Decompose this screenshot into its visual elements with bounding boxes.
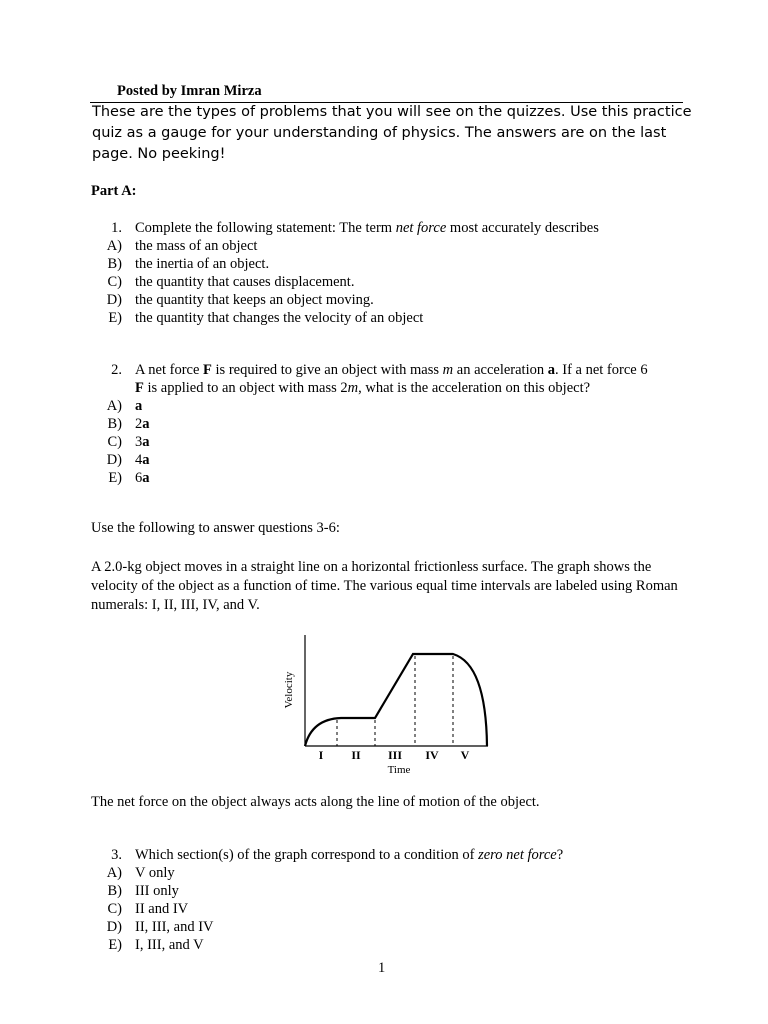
q1-option-text: the inertia of an object. bbox=[135, 256, 270, 272]
q1-number: 1. bbox=[111, 220, 122, 236]
interval-label: II bbox=[351, 748, 361, 762]
intro-text: These are the types of problems that you will see on the quizzes. Use this practice quiz as a gauge for your understanding of physics. The answers are on the last page. No peeking! bbox=[92, 104, 692, 162]
net-force-note: The net force on the object always acts along the line of motion of the object. bbox=[91, 794, 540, 810]
q2-option-text: a bbox=[135, 398, 143, 414]
q3-option-text: II, III, and IV bbox=[135, 919, 214, 935]
q3-stem: Which section(s) of the graph correspond to a condition of zero net force? bbox=[135, 847, 564, 863]
y-axis-label: Velocity bbox=[283, 671, 295, 709]
q1-term: net force bbox=[395, 220, 447, 236]
q2-option-letter: C) bbox=[107, 434, 122, 450]
part-a-heading: Part A: bbox=[91, 183, 137, 199]
q3-option-letter: A) bbox=[106, 865, 122, 881]
q1-option-text: the mass of an object bbox=[135, 238, 258, 254]
q3-option-text: III only bbox=[135, 883, 179, 899]
q2-option-letter: B) bbox=[107, 416, 122, 432]
q2-option-letter: E) bbox=[108, 470, 122, 486]
q3-option-letter: C) bbox=[107, 901, 122, 917]
q1-option-letter: C) bbox=[107, 274, 122, 290]
q1-option-letter: E) bbox=[108, 310, 122, 326]
q3-option-letter: B) bbox=[107, 883, 122, 899]
q2-option-letter: D) bbox=[106, 452, 122, 468]
x-axis-label: Time bbox=[387, 764, 411, 776]
interval-label: IV bbox=[425, 748, 439, 762]
q1-option-letter: D) bbox=[106, 292, 122, 308]
q1-stem: Complete the following statement: The term net force most accurately describes bbox=[135, 220, 599, 236]
use-following-text: Use the following to answer questions 3-6: bbox=[91, 520, 340, 536]
q2-option-text: 4a bbox=[135, 452, 150, 468]
q3-option-letter: E) bbox=[108, 937, 122, 953]
q3-number: 3. bbox=[111, 847, 122, 863]
q3-option-text: II and IV bbox=[135, 901, 189, 917]
q2-number: 2. bbox=[111, 362, 122, 378]
page-number: 1 bbox=[378, 960, 386, 976]
q1-option-letter: B) bbox=[107, 256, 122, 272]
posted-by: Posted by Imran Mirza bbox=[117, 83, 262, 99]
q2-option-letter: A) bbox=[106, 398, 122, 414]
q2-stem-line2: F is applied to an object with mass 2m, what is the acceleration on this object? bbox=[135, 380, 591, 396]
q1-option-text: the quantity that keeps an object moving. bbox=[135, 292, 374, 308]
q3-option-text: I, III, and V bbox=[135, 937, 204, 953]
q2-stem-line1: A net force F is required to give an object with mass m an acceleration a. If a net force 6 bbox=[135, 362, 648, 378]
interval-label: III bbox=[387, 748, 403, 762]
q1-option-text: the quantity that changes the velocity of an object bbox=[135, 310, 424, 326]
q1-option-text: the quantity that causes displacement. bbox=[135, 274, 355, 290]
q1-option-letter: A) bbox=[106, 238, 122, 254]
scenario-paragraph: A 2.0-kg object moves in a straight line on a horizontal frictionless surface. The graph shows the velocity of the object as a function of time. The various equal time intervals are labeled using Roman numerals: I, II, III, IV, and V. bbox=[91, 559, 678, 613]
q2-option-text: 6a bbox=[135, 470, 150, 486]
q3-option-text: V only bbox=[135, 865, 175, 881]
velocity-curve bbox=[305, 654, 487, 746]
interval-label: V bbox=[460, 748, 470, 762]
interval-label: I bbox=[318, 748, 324, 762]
velocity-time-graph bbox=[276, 628, 506, 778]
q2-option-text: 2a bbox=[135, 416, 150, 432]
q2-option-text: 3a bbox=[135, 434, 150, 450]
q3-option-letter: D) bbox=[106, 919, 122, 935]
